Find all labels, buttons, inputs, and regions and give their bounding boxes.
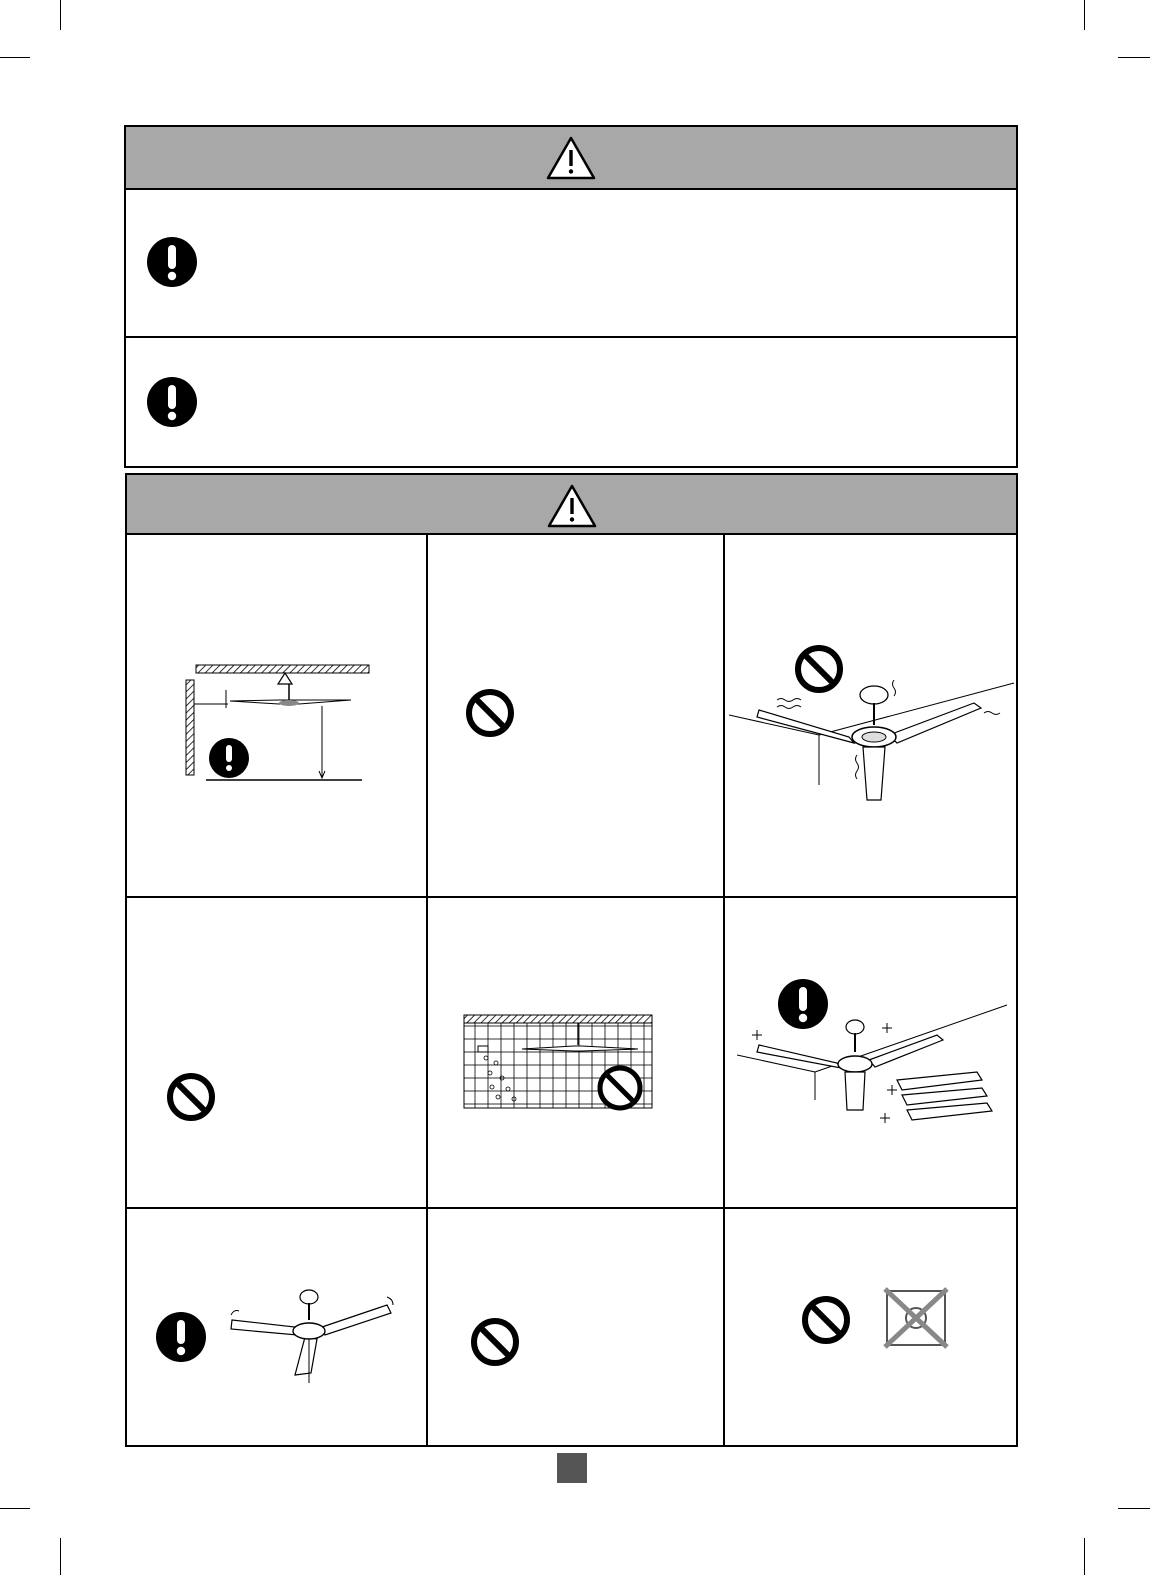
crossed-dimmer-switch-icon — [883, 1287, 949, 1349]
fan-clearance-diagram — [182, 660, 377, 785]
warning-header — [126, 127, 1016, 190]
crop-mark — [1084, 0, 1085, 30]
row-divider — [127, 1207, 1016, 1209]
warning-triangle-icon — [546, 483, 598, 529]
crop-mark — [60, 1538, 61, 1575]
prohibited-icon — [800, 1294, 852, 1346]
warning-triangle-icon — [545, 135, 597, 181]
mandatory-exclamation-icon — [155, 1311, 207, 1363]
prohibited-icon — [165, 1071, 217, 1123]
crop-mark — [60, 0, 61, 30]
row-divider — [127, 896, 1016, 898]
crop-mark — [0, 1508, 30, 1509]
mandatory-exclamation-icon — [146, 376, 198, 428]
fan-with-spare-blades-illustration — [737, 1000, 1022, 1150]
bathroom-tiles-illustration — [462, 1013, 654, 1113]
vibrating-fan-illustration — [729, 675, 1019, 810]
mandatory-exclamation-icon — [146, 236, 198, 288]
caution-header — [127, 475, 1016, 535]
prohibited-icon — [469, 1316, 521, 1368]
fan-rotating-illustration — [227, 1265, 407, 1385]
crop-mark — [1118, 1508, 1150, 1509]
crop-mark — [1084, 1538, 1085, 1575]
cell-divider — [426, 535, 428, 1445]
warning-box — [124, 125, 1018, 468]
warning-row — [126, 338, 1016, 466]
page-marker — [557, 1453, 587, 1483]
crop-mark — [1118, 57, 1150, 58]
prohibited-icon — [464, 687, 516, 739]
caution-box — [125, 473, 1018, 1447]
crop-mark — [0, 57, 30, 58]
cell-divider — [723, 535, 725, 1445]
warning-row — [126, 190, 1016, 338]
